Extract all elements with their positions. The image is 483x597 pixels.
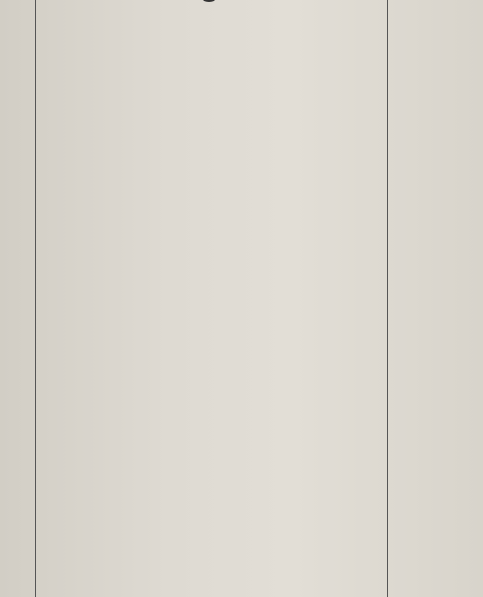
article-block	[42, 0, 376, 38]
section-divider	[134, 0, 284, 4]
column-rule-right	[387, 0, 388, 597]
left-column	[0, 0, 30, 597]
right-column	[396, 0, 483, 597]
middle-column	[42, 0, 376, 597]
column-rule-left	[35, 0, 36, 597]
school-notes-heading	[42, 16, 376, 38]
